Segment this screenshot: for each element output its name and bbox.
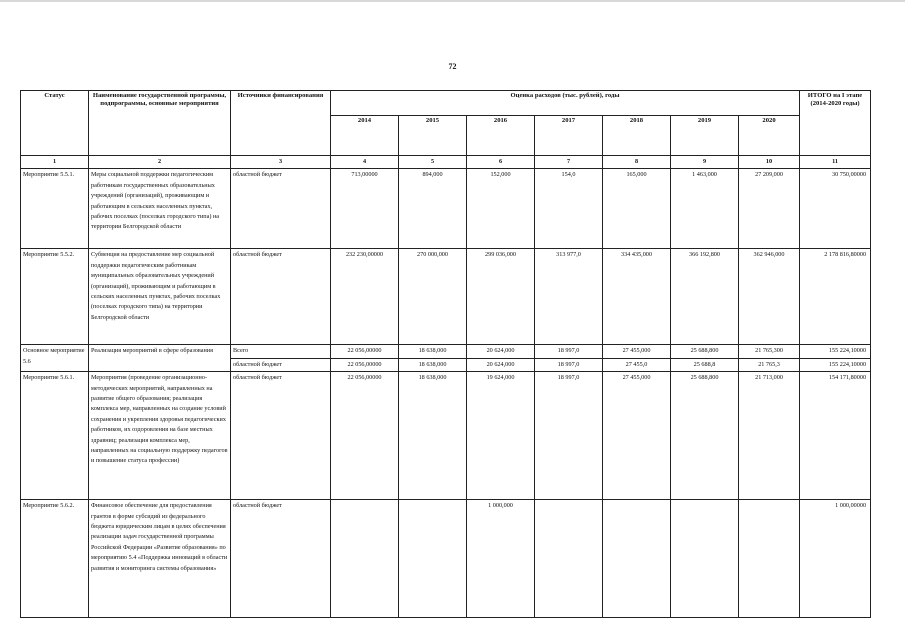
row-value-2016: 20 624,000 (467, 358, 535, 371)
row-value-2019: 366 192,800 (671, 249, 739, 345)
row-value-2019: 25 688,8 (671, 358, 739, 371)
row-value-2017 (535, 500, 603, 618)
page-number: 72 (448, 62, 457, 71)
row-total: 30 750,00000 (800, 169, 871, 249)
row-value-2014 (331, 500, 399, 618)
row-name: Реализация мероприятий в сфере образования (89, 345, 231, 372)
row-value-2020: 21 765,300 (739, 345, 800, 358)
row-value-2020: 362 946,000 (739, 249, 800, 345)
row-value-2014: 713,00000 (331, 169, 399, 249)
header-year: 2018 (603, 116, 671, 156)
row-value-2016: 1 000,000 (467, 500, 535, 618)
header-status: Статус (21, 91, 89, 156)
row-value-2019: 1 463,000 (671, 169, 739, 249)
row-source: областной бюджет (231, 358, 331, 371)
row-value-2017: 18 997,0 (535, 358, 603, 371)
row-status: Мероприятие 5.6.2. (21, 500, 89, 618)
header-sources: Источники финансирования (231, 91, 331, 156)
row-value-2019: 25 688,800 (671, 345, 739, 358)
row-value-2016: 152,000 (467, 169, 535, 249)
row-status: Мероприятие 5.5.1. (21, 169, 89, 249)
header-name: Наименование государственной программы, подпрограммы, основные мероприятия (89, 91, 231, 156)
row-source: областной бюджет (231, 169, 331, 249)
row-name: Субвенция на предоставление мер социальной поддержки педагогическим работникам муниципальных образовательных учреждений (организаций), проживающим и работающим в сельских населенных пунктах, рабочих поселках (поселках городского типа) на территории Белгородской области (89, 249, 231, 345)
row-source: областной бюджет (231, 249, 331, 345)
column-number: 7 (535, 156, 603, 169)
row-value-2018: 165,000 (603, 169, 671, 249)
row-value-2017: 313 977,0 (535, 249, 603, 345)
row-status: Мероприятие 5.5.2. (21, 249, 89, 345)
row-status: Основное мероприятие 5.6 (21, 345, 89, 372)
column-number: 9 (671, 156, 739, 169)
row-value-2017: 18 997,0 (535, 345, 603, 358)
column-number: 11 (800, 156, 871, 169)
row-value-2020: 27 209,000 (739, 169, 800, 249)
row-value-2015: 18 638,000 (399, 358, 467, 371)
row-value-2018: 27 455,000 (603, 345, 671, 358)
row-value-2019: 25 688,800 (671, 372, 739, 500)
row-name: Меры социальной поддержки педагогическим работникам государственных образовательных учреждений (организаций), проживающим и работающим в сельских населенных пунктах, рабочих поселках (поселках городского типа) на территории Белгородской области (89, 169, 231, 249)
header-row-1 (21, 91, 871, 116)
header-year: 2017 (535, 116, 603, 156)
row-value-2015: 18 638,000 (399, 372, 467, 500)
table-row (21, 169, 871, 249)
row-value-2017: 154,0 (535, 169, 603, 249)
row-value-2015: 270 000,000 (399, 249, 467, 345)
column-number: 10 (739, 156, 800, 169)
header-total: ИТОГО на I этапе (2014-2020 годы) (800, 91, 871, 156)
row-value-2018: 27 455,0 (603, 358, 671, 371)
row-total: 1 000,00000 (800, 500, 871, 618)
row-value-2018: 334 435,000 (603, 249, 671, 345)
row-value-2014: 22 056,00000 (331, 358, 399, 371)
header-year: 2019 (671, 116, 739, 156)
row-value-2014: 22 056,00000 (331, 345, 399, 358)
column-number: 4 (331, 156, 399, 169)
column-number: 6 (467, 156, 535, 169)
row-total: 2 178 816,80000 (800, 249, 871, 345)
header-estimate: Оценка расходов (тыс. рублей), годы (331, 91, 800, 116)
row-total: 154 171,80000 (800, 372, 871, 500)
row-value-2015 (399, 500, 467, 618)
row-value-2020: 21 713,000 (739, 372, 800, 500)
column-number: 5 (399, 156, 467, 169)
row-value-2016: 19 624,000 (467, 372, 535, 500)
row-total: 155 224,10000 (800, 345, 871, 358)
row-status: Мероприятие 5.6.1. (21, 372, 89, 500)
column-number: 8 (603, 156, 671, 169)
column-number-row (21, 156, 871, 169)
row-value-2016: 20 624,000 (467, 345, 535, 358)
row-value-2016: 299 036,000 (467, 249, 535, 345)
row-value-2014: 232 230,00000 (331, 249, 399, 345)
budget-table (20, 90, 871, 618)
header-year: 2015 (399, 116, 467, 156)
scan-edge (0, 0, 905, 2)
row-name: Финансовое обеспечение для предоставления грантов в форме субсидий из федерального бюджета юридическим лицам в целях обеспечения реализации задач государственной программы Российской Федерации «Развитие образования» по мероприятию 5.4 «Поддержка инноваций в области развития и мониторинга системы образования» (89, 500, 231, 618)
row-source: Всего (231, 345, 331, 358)
column-number: 3 (231, 156, 331, 169)
row-value-2020: 21 765,3 (739, 358, 800, 371)
table-row (21, 500, 871, 618)
table-row (21, 249, 871, 345)
table-row (21, 372, 871, 500)
column-number: 1 (21, 156, 89, 169)
row-value-2017: 18 997,0 (535, 372, 603, 500)
row-value-2015: 18 638,000 (399, 345, 467, 358)
row-value-2015: 894,000 (399, 169, 467, 249)
row-value-2020 (739, 500, 800, 618)
row-source: областной бюджет (231, 372, 331, 500)
row-value-2019 (671, 500, 739, 618)
table-row (21, 345, 871, 358)
row-value-2014: 22 056,00000 (331, 372, 399, 500)
row-name: Мероприятия (проведение организационно-методических мероприятий, направленных на развитие общего образования; реализация комплекса мер, направленных на создание условий сохранения и укрепления здоровья педагогических работников, их оздоровления на базе местных здравниц; реализация комплекса мер, направленных на социальную поддержку педагогов и повышение статуса профессии) (89, 372, 231, 500)
row-source: областной бюджет (231, 500, 331, 618)
column-number: 2 (89, 156, 231, 169)
row-value-2018 (603, 500, 671, 618)
header-year: 2016 (467, 116, 535, 156)
row-total: 155 224,10000 (800, 358, 871, 371)
header-year: 2014 (331, 116, 399, 156)
row-value-2018: 27 455,000 (603, 372, 671, 500)
header-year: 2020 (739, 116, 800, 156)
